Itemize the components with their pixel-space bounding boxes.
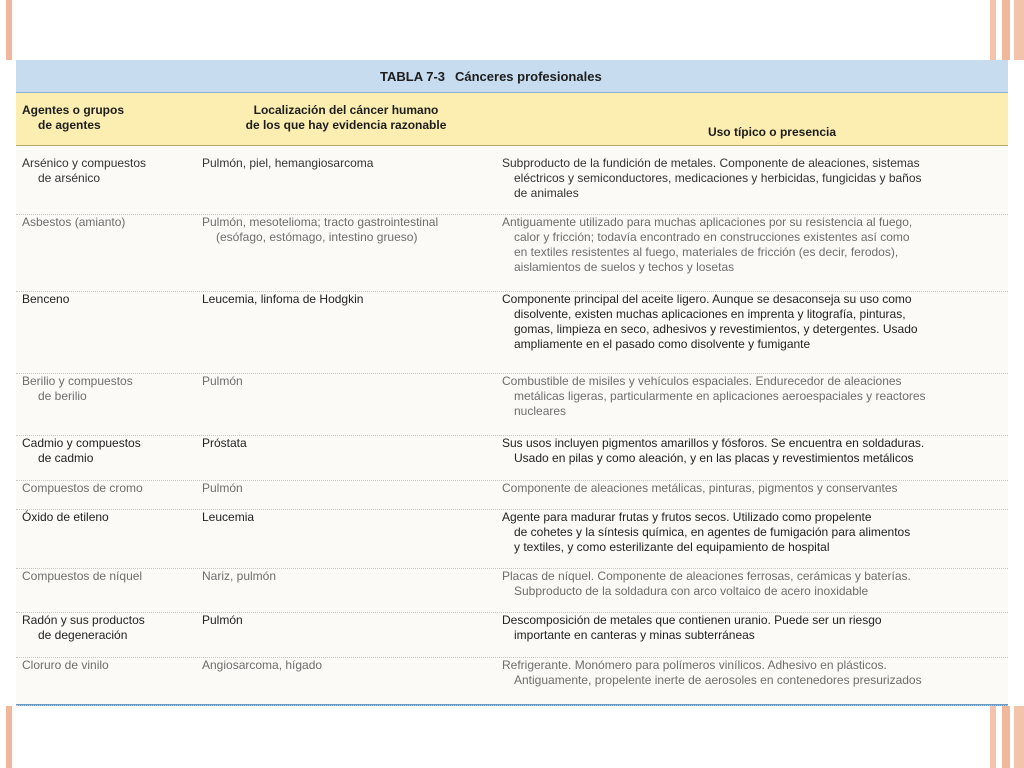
header-location-line1: Localización del cáncer humano xyxy=(253,103,439,117)
table-row xyxy=(16,658,1008,706)
use-cell xyxy=(498,658,1008,705)
location-cell-line: Pulmón, mesotelioma; tracto gastrointestinal xyxy=(202,215,439,229)
agent-cell-line: Compuestos de cromo xyxy=(22,481,143,495)
use-cell-line: Sus usos incluyen pigmentos amarillos y fósforos. Se encuentra en soldaduras. xyxy=(502,436,925,450)
table-number: TABLA 7-3 xyxy=(380,68,445,84)
use-cell-line: Descomposición de metales que contienen uranio. Puede ser un riesgo xyxy=(502,613,882,627)
use-cell-line: nucleares xyxy=(514,404,567,418)
use-cell-line: eléctricos y semiconductores, medicaciones y herbicidas, fungicidas y baños xyxy=(514,171,922,185)
agent-cell xyxy=(16,292,196,373)
agent-cell xyxy=(16,436,196,480)
header-agents xyxy=(16,93,196,145)
agent-cell-line: Compuestos de níquel xyxy=(22,569,143,583)
agent-cell xyxy=(16,510,196,568)
use-cell xyxy=(498,510,1008,568)
agent-cell-line: Berilio y compuestos xyxy=(22,374,133,388)
use-cell-line: Placas de níquel. Componente de aleaciones ferrosas, cerámicas y baterías. xyxy=(502,569,911,583)
use-cell-line: Subproducto de la soldadura con arco voltaico de acero inoxidable xyxy=(514,584,869,598)
location-cell-line: Leucemia xyxy=(202,510,255,524)
use-cell-line: ampliamente en el pasado como disolvente y fumigante xyxy=(514,337,811,351)
agent-cell xyxy=(16,481,196,509)
use-cell-line: gomas, limpieza en seco, adhesivos y revestimientos, y detergentes. Usado xyxy=(514,322,918,336)
agent-cell-line: de cadmio xyxy=(38,451,94,465)
use-cell-line: en textiles resistentes al fuego, materiales de fricción (es decir, ferodos), xyxy=(514,245,899,259)
table-row xyxy=(16,613,1008,658)
use-cell xyxy=(498,156,1008,214)
use-cell-line: Combustible de misiles y vehículos espaciales. Endurecedor de aleaciones xyxy=(502,374,902,388)
agent-cell-line: de degeneración xyxy=(38,628,128,642)
agent-cell xyxy=(16,613,196,657)
agent-cell-line: de arsénico xyxy=(38,171,101,185)
location-cell-line: Nariz, pulmón xyxy=(202,569,277,583)
agent-cell xyxy=(16,215,196,291)
decorative-bar-right-bottom xyxy=(980,706,1024,768)
location-cell-line: (esófago, estómago, intestino grueso) xyxy=(216,230,418,244)
use-cell-line: metálicas ligeras, particularmente en aplicaciones aeroespaciales y reactores xyxy=(514,389,926,403)
agent-cell xyxy=(16,374,196,435)
location-cell xyxy=(196,613,498,657)
use-cell-line: disolvente, existen muchas aplicaciones en imprenta y litografía, pinturas, xyxy=(514,307,906,321)
use-cell xyxy=(498,374,1008,435)
location-cell xyxy=(196,658,498,705)
use-cell-line: y textiles, y como esterilizante del equipamiento de hospital xyxy=(514,540,830,554)
agent-cell xyxy=(16,569,196,612)
use-cell xyxy=(498,613,1008,657)
table-row xyxy=(16,481,1008,510)
agent-cell-line: Cadmio y compuestos xyxy=(22,436,141,450)
use-cell-line: Antiguamente, propelente inerte de aerosoles en contenedores presurizados xyxy=(514,673,922,687)
decorative-bar-left-bottom xyxy=(6,706,12,768)
use-cell-line: de animales xyxy=(514,186,579,200)
header-agents-line1: Agentes o grupos xyxy=(22,103,125,117)
location-cell-line: Pulmón xyxy=(202,481,243,495)
table-row xyxy=(16,156,1008,215)
decorative-bar-right-top xyxy=(980,0,1024,60)
agent-cell xyxy=(16,156,196,214)
location-cell-line: Pulmón xyxy=(202,613,243,627)
location-cell-line: Pulmón xyxy=(202,374,243,388)
decorative-bar-left-top xyxy=(6,0,12,60)
location-cell-line: Leucemia, linfoma de Hodgkin xyxy=(202,292,364,306)
table-row xyxy=(16,436,1008,481)
use-cell-line: Componente de aleaciones metálicas, pinturas, pigmentos y conservantes xyxy=(502,481,898,495)
table-row xyxy=(16,510,1008,569)
agent-cell-line: de berilio xyxy=(38,389,87,403)
use-cell xyxy=(498,292,1008,373)
header-agents-line2: de agentes xyxy=(38,118,101,132)
agent-cell-line: Asbestos (amianto) xyxy=(22,215,126,229)
table-row xyxy=(16,292,1008,374)
agent-cell-line: Cloruro de vinilo xyxy=(22,658,109,672)
table-header-row xyxy=(16,93,1008,146)
use-cell-line: importante en canteras y minas subterráneas xyxy=(514,628,755,642)
use-cell-line: Antiguamente utilizado para muchas aplicaciones por su resistencia al fuego, xyxy=(502,215,913,229)
use-cell-line: Refrigerante. Monómero para polímeros vinílicos. Adhesivo en plásticos. xyxy=(502,658,887,672)
agent-cell-line: Arsénico y compuestos xyxy=(22,156,147,170)
use-cell-line: Subproducto de la fundición de metales. Componente de aleaciones, sistemas xyxy=(502,156,920,170)
location-cell xyxy=(196,292,498,373)
header-use: Uso típico o presencia xyxy=(707,125,837,139)
location-cell-line: Próstata xyxy=(202,436,247,450)
use-cell-line: Componente principal del aceite ligero. Aunque se desaconseja su uso como xyxy=(502,292,912,306)
table-title-bar xyxy=(16,60,1008,93)
agent-cell-line: Radón y sus productos xyxy=(22,613,145,627)
header-location xyxy=(196,93,496,145)
location-cell xyxy=(196,156,498,214)
location-cell xyxy=(196,569,498,612)
use-cell xyxy=(498,569,1008,612)
location-cell xyxy=(196,436,498,480)
use-cell-line: calor y fricción; todavía encontrado en construcciones existentes así como xyxy=(514,230,910,244)
use-cell-line: Usado en pilas y como aleación, y en las placas y revestimientos metálicos xyxy=(514,451,914,465)
table-row xyxy=(16,215,1008,292)
use-cell xyxy=(498,215,1008,291)
table-row xyxy=(16,569,1008,613)
use-cell-line: aislamientos de suelos y techos y losetas xyxy=(514,260,735,274)
header-location-line2: de los que hay evidencia razonable xyxy=(245,118,447,132)
use-cell xyxy=(498,481,1008,509)
agent-cell-line: Benceno xyxy=(22,292,70,306)
agent-cell xyxy=(16,658,196,705)
use-cell xyxy=(498,436,1008,480)
location-cell-line: Angiosarcoma, hígado xyxy=(202,658,323,672)
location-cell xyxy=(196,481,498,509)
use-cell-line: Agente para madurar frutas y frutos secos. Utilizado como propelente xyxy=(502,510,872,524)
location-cell xyxy=(196,374,498,435)
occupational-cancers-table xyxy=(16,60,1008,706)
table-row xyxy=(16,374,1008,436)
location-cell xyxy=(196,215,498,291)
table-title: Cánceres profesionales xyxy=(455,68,602,84)
location-cell-line: Pulmón, piel, hemangiosarcoma xyxy=(202,156,374,170)
agent-cell-line: Óxido de etileno xyxy=(22,510,109,524)
use-cell-line: de cohetes y la síntesis química, en agentes de fumigación para alimentos xyxy=(514,525,911,539)
location-cell xyxy=(196,510,498,568)
